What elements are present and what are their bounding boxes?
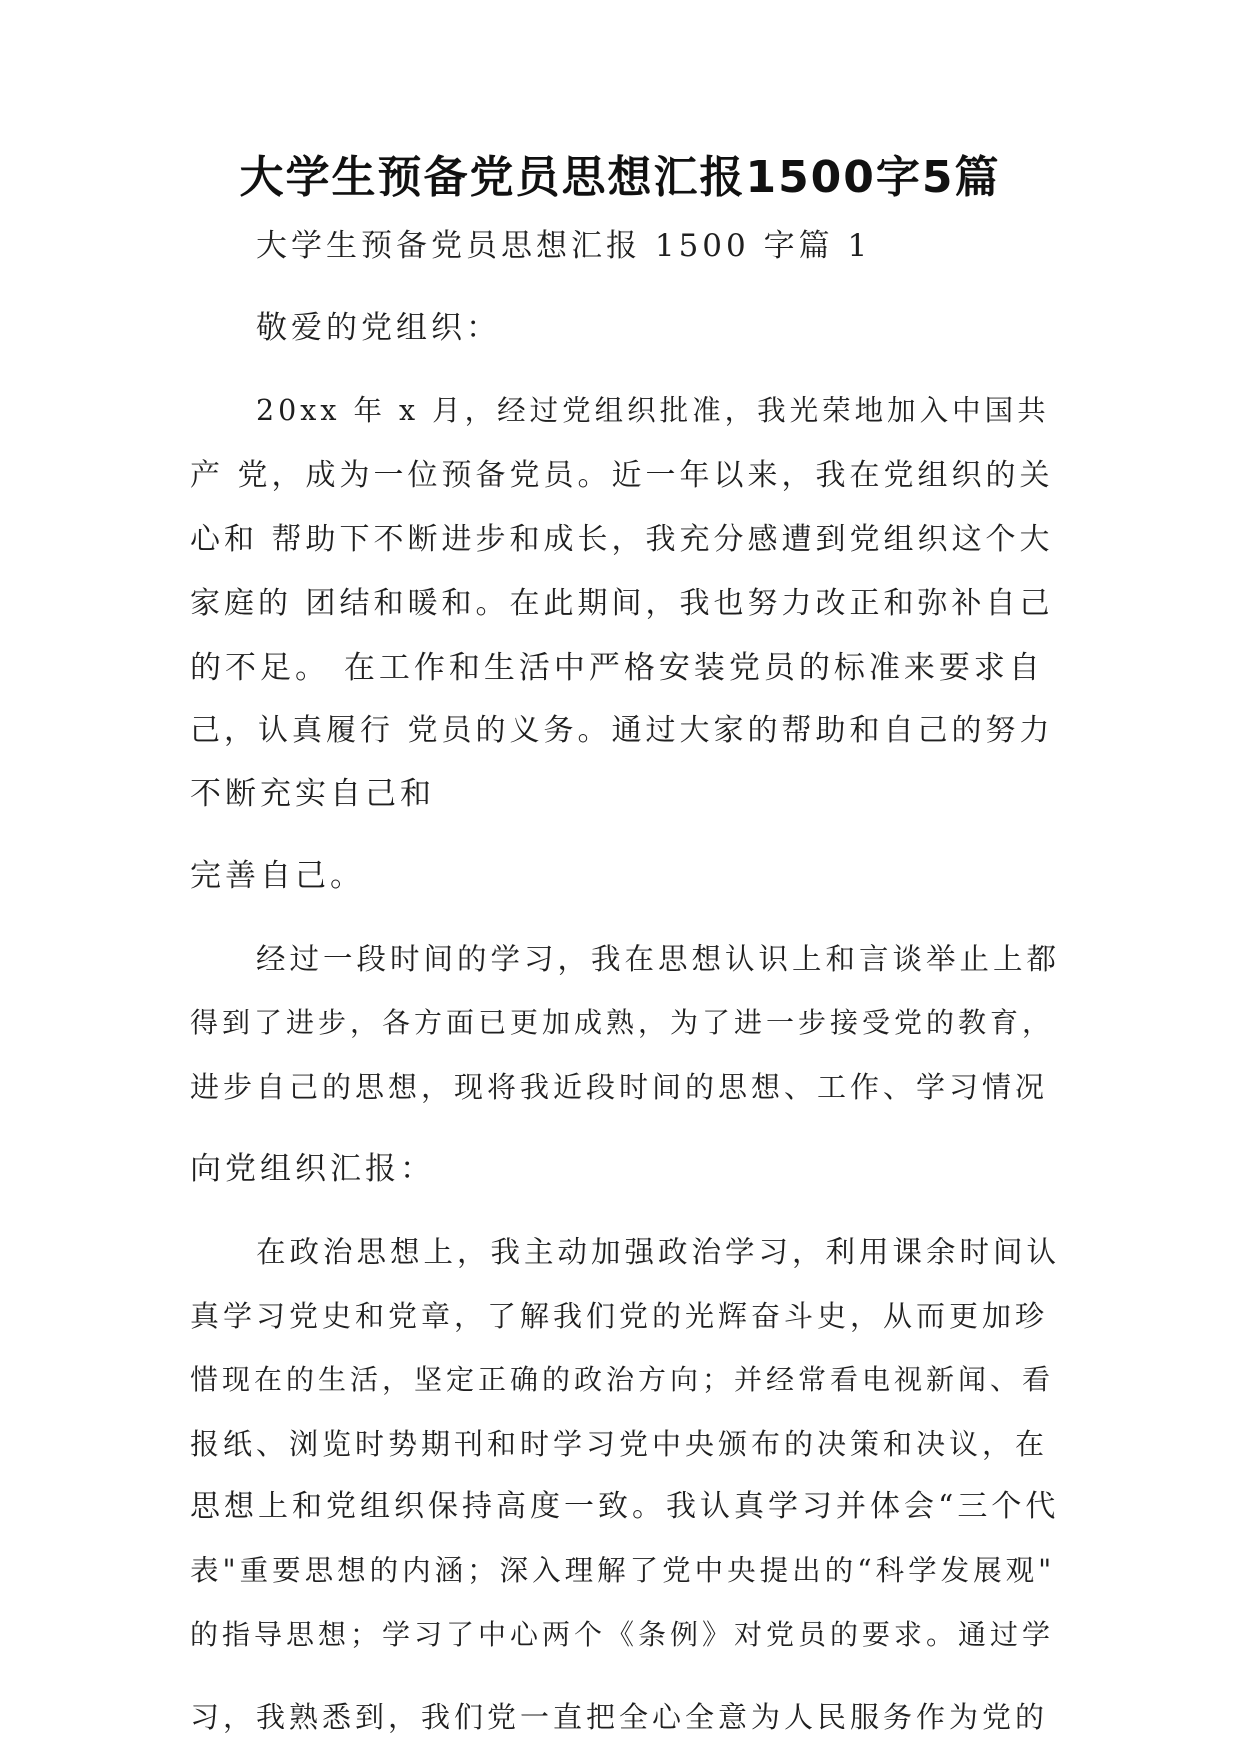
paragraph-line: 家庭的 团结和暖和。在此期间，我也努力改正和弥补自己	[190, 586, 1054, 621]
paragraph-line: 的指导思想；学习了中心两个《条例》对党员的要求。通过学	[190, 1618, 1055, 1651]
paragraph-line: 惜现在的生活，坚定正确的政治方向；并经常看电视新闻、看	[190, 1363, 1055, 1396]
paragraph-line: 表"重要思想的内涵；深入理解了党中央提出的“科学发展观"	[190, 1554, 1056, 1587]
paragraph-line: 报纸、浏览时势期刊和时学习党中央颁布的决策和决议，在	[190, 1427, 1049, 1461]
paragraph-line: 得到了进步，各方面已更加成熟，为了进一步接受党的教育，	[190, 1006, 1055, 1039]
paragraph-line: 真学习党史和党章，了解我们党的光辉奋斗史，从而更加珍	[190, 1299, 1049, 1333]
document-title: 大学生预备党员思想汇报1500字5篇	[239, 152, 1001, 203]
paragraph-line: 不断充实自己和	[190, 776, 435, 812]
paragraph-line: 在政治思想上，我主动加强政治学习，利用课余时间认	[256, 1235, 1061, 1269]
paragraph-line: 习，我熟悉到，我们党一直把全心全意为人民服务作为党的	[190, 1700, 1049, 1734]
paragraph-line: 经过一段时间的学习，我在思想认识上和言谈举止上都	[256, 942, 1061, 976]
paragraph-line: 进步自己的思想，现将我近段时间的思想、工作、学习情况	[190, 1070, 1049, 1104]
paragraph-line: 产 党，成为一位预备党员。近一年以来，我在党组织的关	[190, 458, 1054, 493]
paragraph-line: 20xx 年 x 月，经过党组织批准，我光荣地加入中国共	[256, 394, 1050, 427]
paragraph-line: 思想上和党组织保持高度一致。我认真学习并体会“三个代	[190, 1489, 1060, 1524]
paragraph-line: 己，认真履行 党员的义务。通过大家的帮助和自己的努力	[190, 713, 1054, 748]
paragraph-line: 向党组织汇报：	[190, 1151, 435, 1187]
salutation-line: 敬爱的党组织：	[256, 310, 501, 346]
paragraph-line: 的不足。 在工作和生活中严格安装党员的标准来要求自	[190, 650, 1044, 686]
subtitle-line: 大学生预备党员思想汇报 1500 字篇 1	[256, 228, 872, 264]
paragraph-line: 心和 帮助下不断进步和成长，我充分感遭到党组织这个大	[190, 522, 1054, 557]
paragraph-line: 完善自己。	[190, 858, 365, 894]
